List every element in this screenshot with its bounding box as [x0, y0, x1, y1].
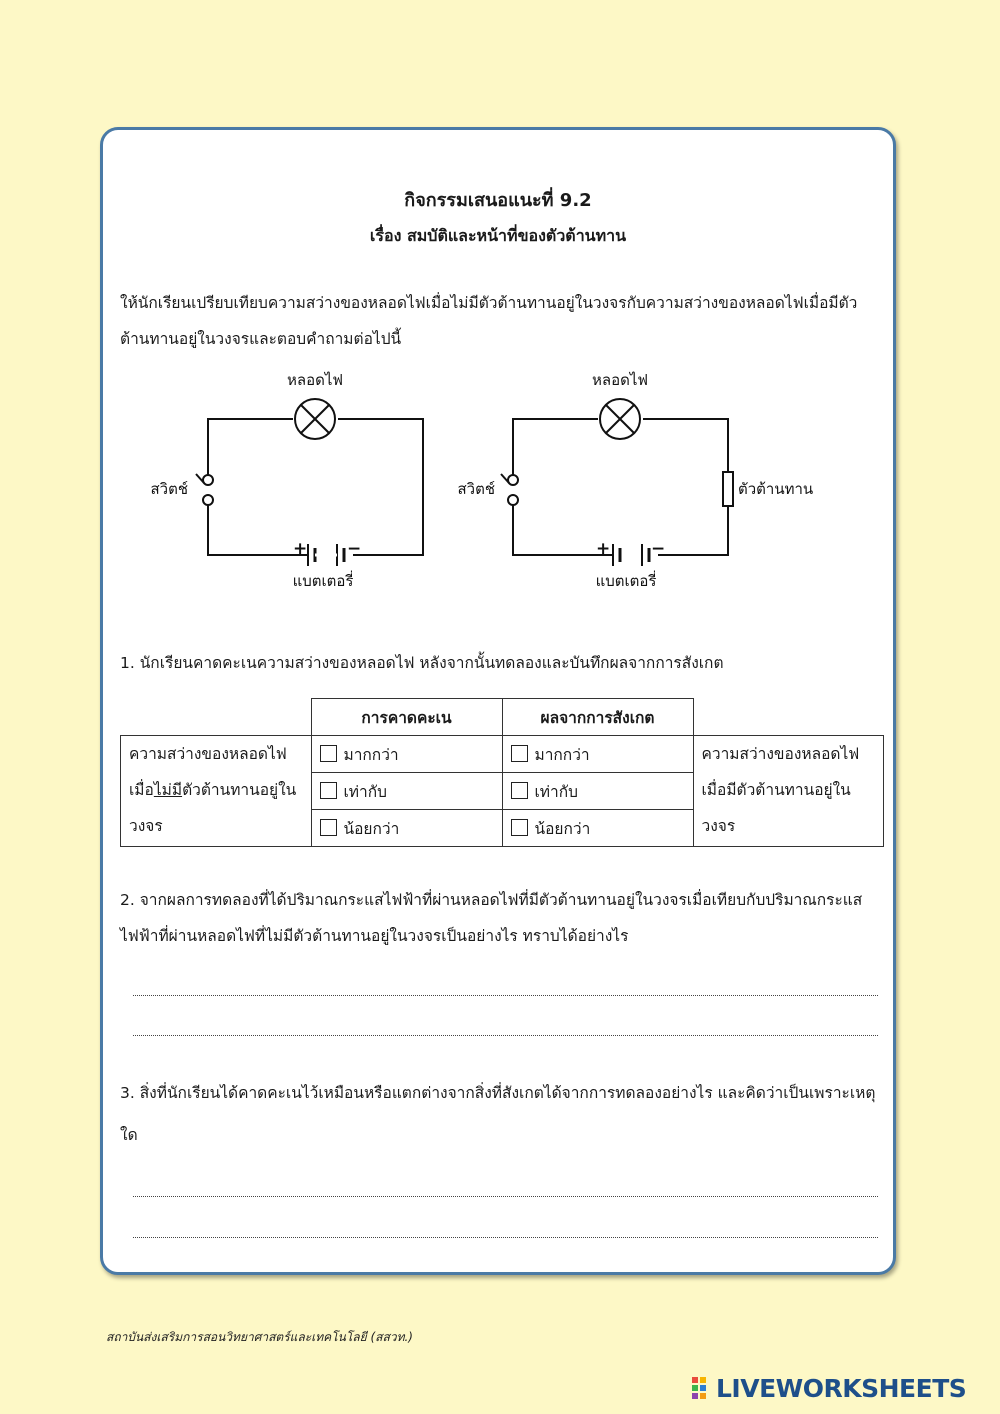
- checkbox-icon[interactable]: [320, 819, 337, 836]
- answer-line-3a[interactable]: [133, 1196, 878, 1197]
- answer-line-2a[interactable]: [133, 995, 878, 996]
- worksheet-card: [100, 127, 896, 1275]
- answer-line-2b[interactable]: [133, 1035, 878, 1036]
- circuit-diagrams: [103, 362, 893, 592]
- left-condition: ความสว่างของหลอดไฟ เมื่อไม่มีตัวต้านทานอยู่ในวงจร: [121, 736, 312, 847]
- checkbox-icon[interactable]: [320, 782, 337, 799]
- battery-icon: [308, 544, 344, 566]
- question-2: 2. จากผลการทดลองที่ได้ปริมาณกระแสไฟฟ้าที่ผ่านหลอดไฟที่มีตัวต้านทานอยู่ในวงจรเมื่อเทียบกับปริมาณกระแสไฟฟ้าที่ผ่านหลอดไฟที่ไม่มีตัวต้านทานอยู่ในวงจรเป็นอย่างไร ทราบได้อย่างไร: [120, 891, 863, 945]
- question-1: 1. นักเรียนคาดคะเนความสว่างของหลอดไฟ หลังจากนั้นทดลองและบันทึกผลจากการสังเกต: [120, 654, 724, 672]
- answer-line-3b[interactable]: [133, 1237, 878, 1238]
- plus-sign: +: [293, 539, 308, 559]
- underlined-word: ไม่มี: [153, 781, 183, 799]
- bulb-label: หลอดไฟ: [287, 371, 343, 389]
- switch-terminal-top: [203, 475, 213, 485]
- activity-title: กิจกรรมเสนอแนะที่ 9.2: [404, 190, 592, 211]
- observe-option-equal[interactable]: เท่ากับ: [502, 773, 693, 810]
- predict-option-more[interactable]: มากกว่า: [311, 736, 502, 773]
- switch-terminal-bottom: [203, 495, 213, 505]
- right-condition: ความสว่างของหลอดไฟ เมื่อมีตัวต้านทานอยู่ในวงจร: [693, 736, 884, 847]
- checkbox-icon[interactable]: [511, 745, 528, 762]
- bulb-label-2: หลอดไฟ: [592, 371, 648, 389]
- minus-sign-2: −: [651, 539, 666, 559]
- observe-option-more[interactable]: มากกว่า: [502, 736, 693, 773]
- battery-label: แบตเตอรี่: [292, 572, 354, 590]
- observe-option-less[interactable]: น้อยกว่า: [502, 810, 693, 847]
- resistor-icon: [723, 472, 733, 506]
- prediction-table: [120, 698, 884, 847]
- plus-sign-2: +: [596, 539, 611, 559]
- liveworksheets-logo: LIVEWORKSHEETS: [692, 1374, 966, 1403]
- checkbox-icon[interactable]: [511, 819, 528, 836]
- circuit-with-resistor: [501, 399, 733, 566]
- switch-label: สวิตช์: [150, 480, 188, 498]
- battery-icon-2: [613, 544, 649, 566]
- predict-option-less[interactable]: น้อยกว่า: [311, 810, 502, 847]
- checkbox-icon[interactable]: [320, 745, 337, 762]
- question-3: 3. สิ่งที่นักเรียนได้คาดคะเนไว้เหมือนหรือแตกต่างจากสิ่งที่สังเกตได้จากการทดลองอย่างไร และคิดว่าเป็นเพราะเหตุใด: [120, 1084, 876, 1144]
- circuit-without-resistor: [196, 399, 423, 566]
- instructions: ให้นักเรียนเปรียบเทียบความสว่างของหลอดไฟเมื่อไม่มีตัวต้านทานอยู่ในวงจรกับความสว่างของหลอดไฟเมื่อมีตัวต้านทานอยู่ในวงจรและตอบคำถามต่อไปนี้: [120, 294, 858, 348]
- switch-label-2: สวิตช์: [457, 480, 495, 498]
- switch-terminal-bottom-2: [508, 495, 518, 505]
- header-prediction: การคาดคะเน: [311, 699, 502, 736]
- battery-label-2: แบตเตอรี่: [595, 572, 657, 590]
- liveworksheets-icon: [692, 1377, 714, 1399]
- minus-sign: −: [347, 539, 362, 559]
- footer-credit: สถาบันส่งเสริมการสอนวิทยาศาสตร์และเทคโนโลยี (สสวท.): [106, 1330, 413, 1344]
- resistor-label: ตัวต้านทาน: [738, 480, 814, 498]
- predict-option-equal[interactable]: เท่ากับ: [311, 773, 502, 810]
- activity-subtitle: เรื่อง สมบัติและหน้าที่ของตัวต้านทาน: [369, 226, 627, 245]
- header-observation: ผลจากการสังเกต: [502, 699, 693, 736]
- checkbox-icon[interactable]: [511, 782, 528, 799]
- switch-terminal-top-2: [508, 475, 518, 485]
